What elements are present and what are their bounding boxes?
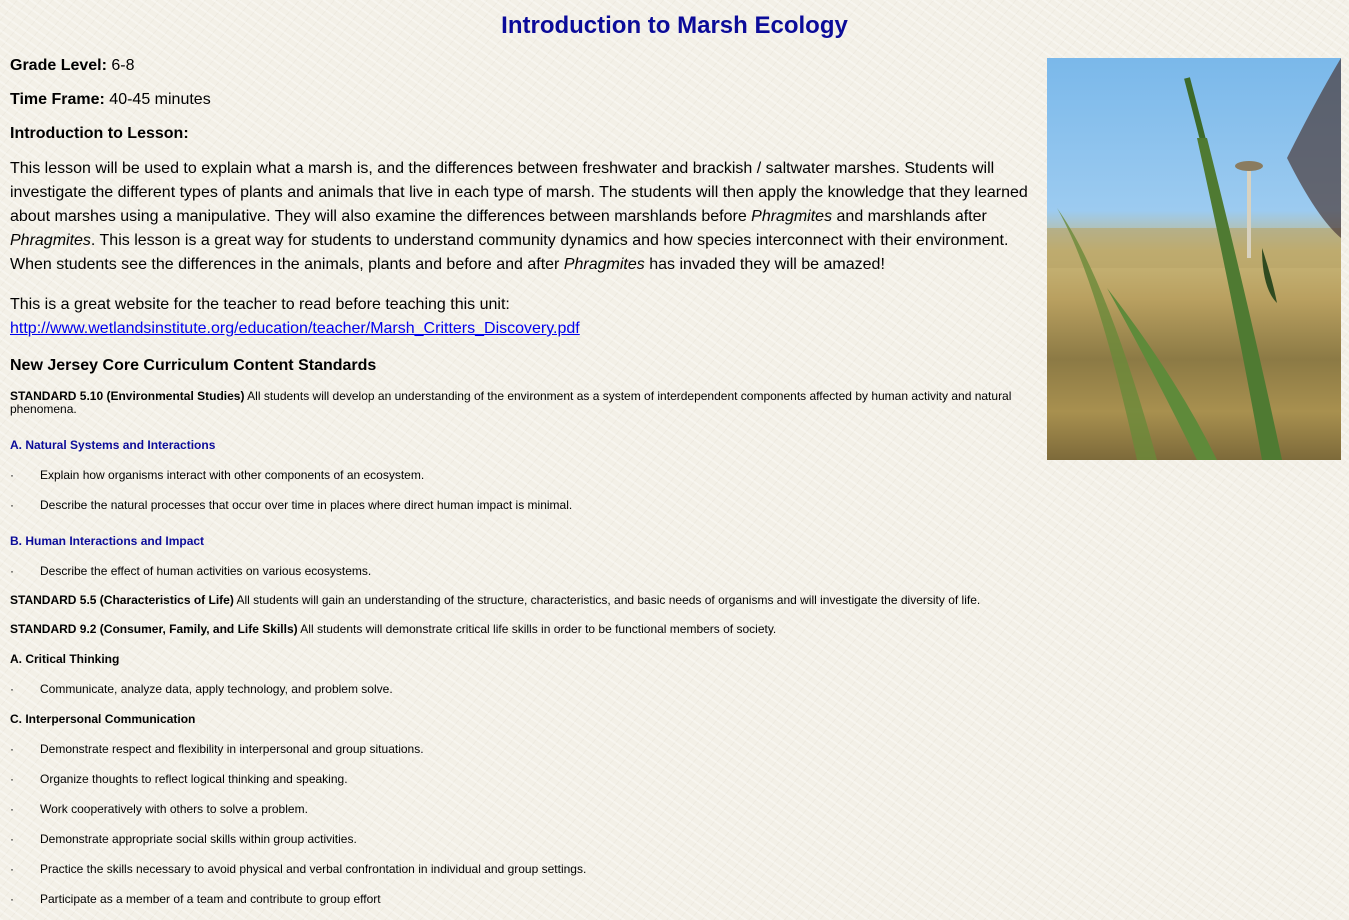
list-item [10,832,1040,846]
grade-value: 6-8 [106,57,135,74]
interpersonal-heading: C. Interpersonal Communication [10,712,196,726]
item-text: Describe the natural processes that occur over time in places where direct human impact is minimal. [40,498,573,512]
standard-text: All students will demonstrate critical life skills in order to be functional members of society. [297,622,777,636]
bullet: · [10,468,14,482]
bullet: · [10,682,14,696]
item-text: Organize thoughts to reflect logical thinking and speaking. [40,772,348,786]
item-text: Work cooperatively with others to solve a problem. [40,802,308,816]
standards-heading: New Jersey Core Curriculum Content Standards [10,357,377,374]
grade-label: Grade Level: [10,57,107,74]
time-label: Time Frame: [10,91,105,108]
time-frame [10,90,1040,110]
bullet: · [10,802,14,816]
website-paragraph [10,293,1040,341]
item-text: Practice the skills necessary to avoid physical and verbal confrontation in individual and group settings. [40,862,587,876]
marsh-image [1047,58,1341,460]
page-title: Introduction to Marsh Ecology [501,12,848,39]
standard-5-5 [10,594,1040,607]
text: and marshlands after [832,208,987,225]
text: . This lesson is a great way for students to understand community dynamics and how species interconnect with their environment. When students see the differences in the animals, plants and before and after [10,232,1009,273]
italic-term: Phragmites [10,232,91,249]
bullet: · [10,772,14,786]
standard-label: STANDARD 9.2 (Consumer, Family, and Life Skills) [10,622,298,636]
bullet: · [10,862,14,876]
list-item [10,772,1040,786]
standard-label: STANDARD 5.5 (Characteristics of Life) [10,593,234,607]
list-item [10,862,1040,876]
standard-9-2 [10,623,1040,636]
list-item [10,498,1040,512]
marsh-photo [1047,58,1341,460]
critical-thinking-heading: A. Critical Thinking [10,652,120,666]
section-b-heading: B. Human Interactions and Impact [10,534,205,548]
standard-text: All students will gain an understanding of the structure, characteristics, and basic needs of organisms and will investigate the diversity of life. [233,593,981,607]
bullet: · [10,498,14,512]
intro-paragraph [10,157,1040,277]
standard-5-10 [10,390,1040,416]
item-text: Participate as a member of a team and contribute to group effort [40,892,381,906]
list-item [10,802,1040,816]
interpersonal-list [10,742,1040,906]
item-text: Communicate, analyze data, apply technology, and problem solve. [40,682,393,696]
bullet: · [10,564,14,578]
list-item [10,468,1040,482]
section-a-heading: A. Natural Systems and Interactions [10,438,216,452]
text: This lesson will be used to explain what a marsh is, and the differences between freshwater and brackish / saltwater marshes. Students will investigate the different types of plants and animals that live in each type of marsh. The students will then apply the knowledge that they learned about marshes using a manipulative. They will also examine the differences between marshlands before [10,160,1028,225]
italic-term: Phragmites [751,208,833,225]
lesson-content [10,56,1040,906]
list-item [10,564,1040,578]
website-link[interactable]: http://www.wetlandsinstitute.org/education/teacher/Marsh_Critters_Discovery.pdf [10,320,580,337]
bullet: · [10,892,14,906]
item-text: Demonstrate respect and flexibility in interpersonal and group situations. [40,742,424,756]
item-text: Demonstrate appropriate social skills within group activities. [40,832,357,846]
list-item [10,682,1040,696]
standard-text: All students will develop an understanding of the environment as a system of interdependent components affected by human activity and natural phenomena. [10,389,1012,416]
standard-label: STANDARD 5.10 (Environmental Studies) [10,389,245,403]
italic-term: Phragmites [563,256,645,273]
bullet: · [10,742,14,756]
item-text: Explain how organisms interact with other components of an ecosystem. [40,468,425,482]
website-text: This is a great website for the teacher to read before teaching this unit: [10,296,510,313]
list-item [10,742,1040,756]
intro-heading: Introduction to Lesson: [10,125,189,142]
grade-level [10,56,1040,76]
time-value: 40-45 minutes [104,91,211,108]
text: has invaded they will be amazed! [644,256,885,273]
item-text: Describe the effect of human activities on various ecosystems. [40,564,372,578]
list-item [10,892,1040,906]
bullet: · [10,832,14,846]
